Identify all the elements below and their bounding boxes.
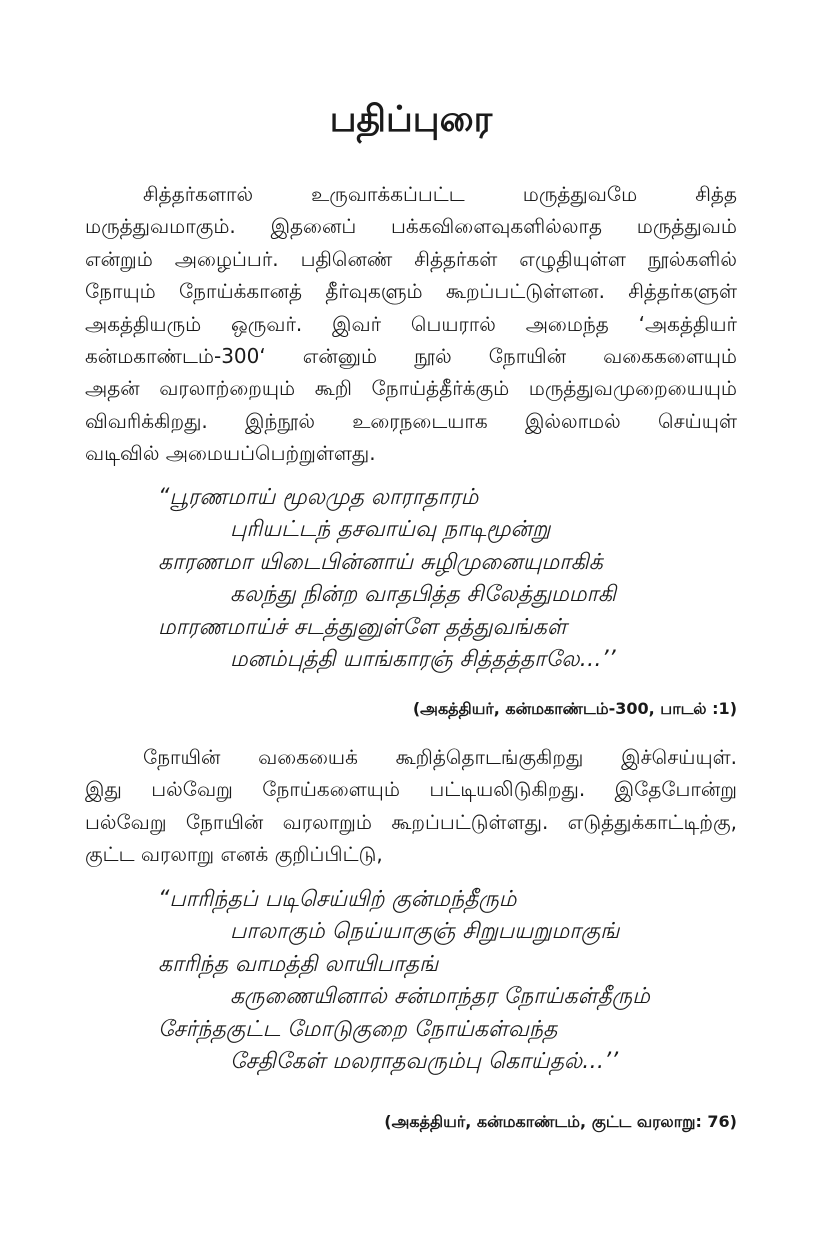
verse-line: “பாரிந்தப் படிசெய்யிற் குன்மந்தீரும்: [158, 887, 517, 912]
paragraph-line: சித்தர்களால் உருவாக்கப்பட்ட மருத்துவமே சித்த: [143, 182, 737, 206]
verse-line: காரணமா யிடைபின்னாய் சுழிமுனையுமாகிக்: [158, 549, 603, 575]
paragraph-line: மருத்துவமாகும். இதனைப் பக்கவிளைவுகளில்லாத மருத்துவம்: [85, 214, 737, 239]
intro-paragraph: [85, 178, 737, 470]
verse-block-1: [158, 482, 738, 676]
verse-line: கலந்து நின்ற வாதபித்த சிலேத்துமமாகி: [230, 582, 617, 608]
verse-line: சேர்ந்தகுட்ட மோடுகுறை நோய்கள்வந்த: [158, 1016, 558, 1042]
paragraph-line: அதன் வரலாற்றையும் கூறி நோய்த்தீர்க்கும் மருத்துவமுறையையும்: [85, 376, 737, 401]
verse-line: மாரணமாய்ச் சடத்துனுள்ளே தத்துவங்கள்: [158, 614, 567, 640]
body-paragraph: [85, 741, 737, 871]
verse-line: பாலாகும் நெய்யாகுஞ் சிறுபயறுமாகுங்: [230, 919, 620, 945]
paragraph-line: என்றும் அழைப்பர். பதினெண் சித்தர்கள் எழுதியுள்ள நூல்களில்: [85, 246, 737, 271]
verse-line: காரிந்த வாமத்தி லாயிபாதங்: [158, 951, 439, 977]
paragraph-line: கன்மகாண்டம்-300‘ என்னும் நூல் நோயின் வகைகளையும்: [85, 344, 737, 369]
verse-line: “பூரணமாய் மூலமுத லாராதாரம்: [158, 485, 479, 510]
page-title: பதிப்புரை: [329, 99, 493, 140]
paragraph-line: நோயின் வகையைக் கூறித்தொடங்குகிறது இச்செய்யுள்.: [143, 745, 737, 769]
paragraph-line: வடிவில் அமையப்பெற்றுள்ளது.: [85, 441, 376, 466]
paragraph-line: இது பல்வேறு நோய்களையும் பட்டியலிடுகிறது. இதேபோன்று: [85, 777, 737, 802]
verse-line: புரியட்டந் தசவாய்வு நாடிமூன்று: [230, 517, 551, 543]
verse-line: சேதிகேள் மலராதவரும்பு கொய்தல்…’’: [230, 1049, 619, 1075]
verse-line: கருணையினால் சன்மாந்தர நோய்கள்தீரும்: [230, 984, 650, 1010]
verse-line: மனம்புத்தி யாங்காரஞ் சித்தத்தாலே…’’: [230, 647, 616, 673]
citation-1: (அகத்தியர், கன்மகாண்டம்-300, பாடல் :1): [412, 699, 737, 718]
paragraph-line: நோயும் நோய்க்கானத் தீர்வுகளும் கூறப்பட்டுள்ளன. சித்தர்களுள்: [85, 279, 737, 304]
paragraph-line: பல்வேறு நோயின் வரலாறும் கூறப்பட்டுள்ளது. எடுத்துக்காட்டிற்கு,: [85, 809, 737, 834]
paragraph-line: அகத்தியரும் ஒருவர். இவர் பெயரால் அமைந்த ‘அகத்தியர்: [85, 311, 737, 336]
paragraph-line: குட்ட வரலாறு எனக் குறிப்பிட்டு,: [85, 842, 383, 867]
paragraph-line: விவரிக்கிறது. இந்நூல் உரைநடையாக இல்லாமல் செய்யுள்: [85, 408, 737, 433]
verse-block-2: [158, 884, 738, 1078]
citation-2: (அகத்தியர், கன்மகாண்டம், குட்ட வரலாறு: 76): [384, 1112, 737, 1131]
